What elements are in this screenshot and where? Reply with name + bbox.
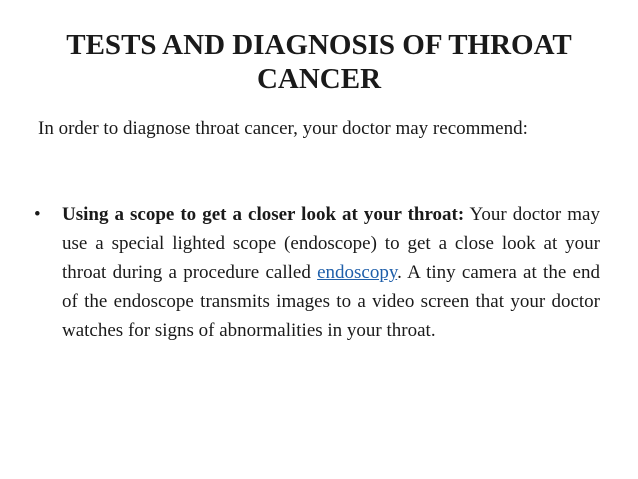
bullet-body-text: Your doctor may use a special lighted scope (endoscope) to get a close look at your throat during a procedure called	[62, 204, 600, 283]
bullet-lead-text: Using a scope to get a closer look at your throat:	[62, 204, 465, 225]
slide-title: TESTS AND DIAGNOSIS OF THROAT CANCER	[66, 29, 572, 95]
endoscopy-link[interactable]: endoscopy	[317, 262, 398, 283]
list-item	[30, 200, 600, 345]
bullet-marker: •	[34, 204, 41, 225]
bullet-list	[30, 200, 600, 345]
intro-text: In order to diagnose throat cancer, your doctor may recommend:	[38, 118, 528, 139]
bullet-body-text-end: . A tiny camera at the end of the endoscope transmits images to a video screen that your doctor watches for signs of abnormalities in your throat.	[62, 262, 600, 341]
